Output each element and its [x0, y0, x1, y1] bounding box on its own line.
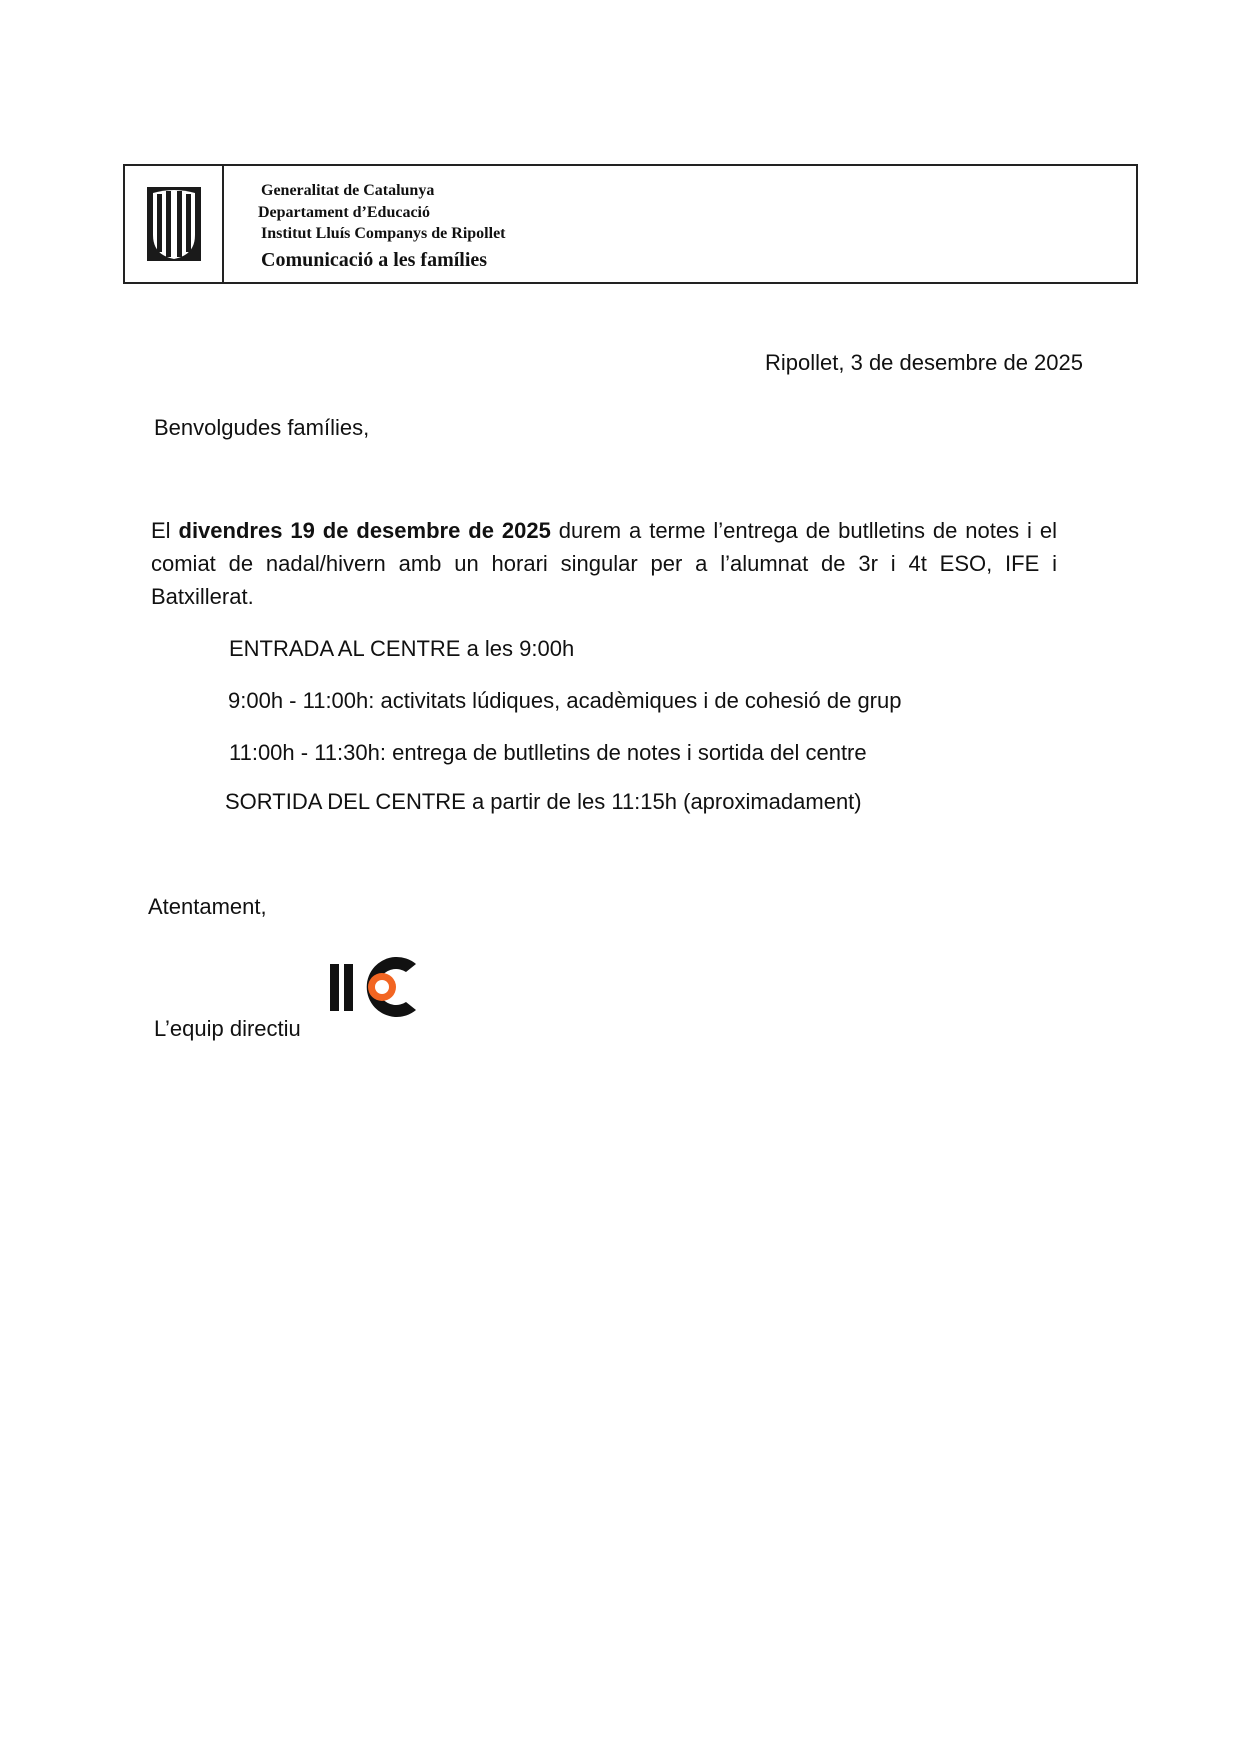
event-date: divendres 19 de desembre de 2025 [178, 518, 551, 543]
schedule-item-1: ENTRADA AL CENTRE a les 9:00h [229, 636, 575, 661]
letter-signature: L’equip directiu [154, 1016, 301, 1041]
logo-cell [125, 166, 224, 282]
generalitat-logo-icon [145, 185, 203, 263]
schedule-item-4: SORTIDA DEL CENTRE a partir de les 11:15h (aproximadament) [225, 789, 862, 814]
letterhead [123, 164, 1138, 284]
letterhead-text [224, 166, 506, 282]
letterhead-line-2: Departament d’Educació [258, 203, 430, 221]
letterhead-title: Comunicació a les famílies [261, 248, 488, 271]
letterhead-line-3: Institut Lluís Companys de Ripollet [261, 225, 506, 242]
letterhead-line-1: Generalitat de Catalunya [261, 182, 435, 199]
school-logo-icon [326, 950, 422, 1024]
letter-body [151, 514, 1057, 613]
intro-paragraph [151, 514, 1057, 613]
letter-date: Ripollet, 3 de desembre de 2025 [765, 350, 1083, 375]
letter-greeting: Benvolgudes famílies, [154, 415, 370, 440]
intro-before: El [151, 518, 179, 543]
letter-signoff: Atentament, [148, 894, 267, 919]
schedule-item-3: 11:00h - 11:30h: entrega de butlletins de notes i sortida del centre [229, 740, 867, 765]
intro-after: durem a terme l’entrega de butlletins de notes i el comiat de nadal/hivern amb un horari singular per a l’alumnat de 3r i 4t ESO, IFE i Batxillerat. [151, 518, 1057, 609]
schedule-item-2: 9:00h - 11:00h: activitats lúdiques, acadèmiques i de cohesió de grup [228, 688, 902, 713]
